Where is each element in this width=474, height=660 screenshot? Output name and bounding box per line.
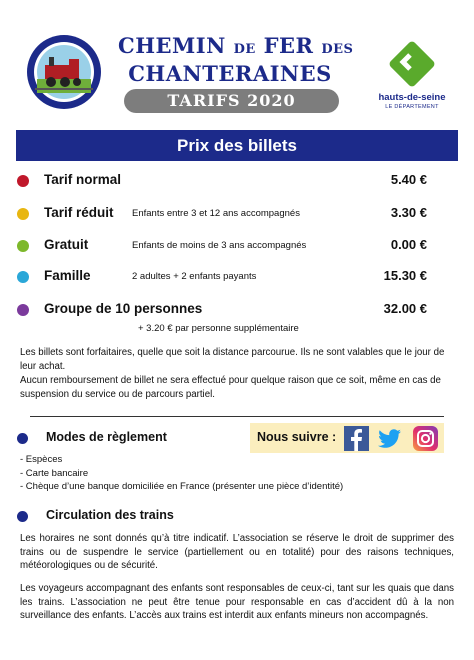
tarifs-badge: TARIFS 2020 bbox=[124, 89, 339, 113]
price-row-normal bbox=[16, 172, 458, 192]
price-value: 0.00 € bbox=[390, 237, 427, 252]
list-item: - Espèces bbox=[20, 454, 63, 465]
price-label: Groupe de 10 personnes bbox=[44, 301, 203, 316]
bullet-purple-icon bbox=[17, 304, 29, 316]
partner-subtitle: LE DÉPARTEMENT bbox=[385, 104, 439, 110]
price-value: 5.40 € bbox=[390, 172, 427, 187]
price-label: Gratuit bbox=[44, 237, 89, 252]
price-description: Enfants entre 3 et 12 ans accompagnés bbox=[132, 208, 300, 219]
title-des: DES bbox=[321, 42, 354, 57]
payment-methods-list bbox=[20, 453, 343, 494]
price-label: Tarif normal bbox=[44, 172, 122, 187]
follow-label: Nous suivre : bbox=[257, 430, 337, 444]
title-de: DE bbox=[233, 42, 256, 57]
refund-note: Aucun remboursement de billet ne sera effectué pour quelque raison que ce soit, même en cas de suspension du service ou de parcours partiel. bbox=[20, 375, 441, 400]
circulation-title: Circulation des trains bbox=[46, 508, 174, 522]
price-row-group bbox=[16, 301, 458, 321]
children-note: Les voyageurs accompagnant des enfants sont responsables de ceux-ci, tant sur les quais que dans les trains. L’association ne peut être tenue pour responsable en cas d’accident dû à la non surveillance des enfants. L’accès aux trains est interdit aux enfants mineurs non accompagnés. bbox=[20, 583, 454, 621]
list-item: - Carte bancaire bbox=[20, 467, 89, 479]
section-bullet-icon bbox=[17, 433, 28, 444]
group-extra-note: + 3.20 € par personne supplémentaire bbox=[138, 323, 299, 334]
twitter-icon[interactable] bbox=[377, 426, 402, 451]
social-follow-box bbox=[250, 423, 444, 453]
railway-logo bbox=[25, 33, 103, 111]
price-description: Enfants de moins de 3 ans accompagnés bbox=[132, 240, 307, 251]
bullet-yellow-icon bbox=[17, 208, 29, 220]
price-description: 2 adultes + 2 enfants payants bbox=[132, 271, 257, 282]
payment-title: Modes de règlement bbox=[46, 430, 167, 444]
list-item: - Chèque d’une banque domiciliée en France (présenter une pièce d’identité) bbox=[20, 481, 344, 492]
price-row-free bbox=[16, 237, 458, 257]
price-value: 15.30 € bbox=[383, 268, 427, 283]
price-value: 3.30 € bbox=[390, 205, 427, 220]
instagram-icon[interactable] bbox=[413, 426, 438, 451]
partner-name: hauts-de-seine bbox=[378, 92, 446, 103]
price-label: Famille bbox=[44, 268, 91, 283]
section-bullet-icon bbox=[17, 511, 28, 522]
price-row-family bbox=[16, 268, 458, 288]
price-value: 32.00 € bbox=[383, 301, 427, 316]
prices-banner: Prix des billets bbox=[16, 130, 458, 161]
title-chanteraines: CHANTERAINES bbox=[128, 61, 332, 86]
page-title bbox=[118, 33, 354, 86]
facebook-icon[interactable] bbox=[344, 426, 369, 451]
bullet-red-icon bbox=[17, 175, 29, 187]
price-row-reduced bbox=[16, 205, 458, 225]
title-fer: FER bbox=[263, 33, 314, 58]
bullet-green-icon bbox=[17, 240, 29, 252]
price-label: Tarif réduit bbox=[44, 205, 114, 220]
schedule-note: Les horaires ne sont donnés qu’à titre indicatif. L’association se réserve le droit de supprimer des trains ou de suspendre le service (partiellement ou en totalité) pour des raisons techniques, météorologiques ou de sécurité. bbox=[20, 533, 454, 571]
bullet-blue-icon bbox=[17, 271, 29, 283]
ticket-validity-note: Les billets sont forfaitaires, quelle que soit la distance parcourue. Ils ne sont valables que le jour de leur achat. bbox=[20, 347, 445, 372]
section-divider bbox=[30, 416, 444, 417]
title-chemin: CHEMIN bbox=[118, 33, 226, 58]
